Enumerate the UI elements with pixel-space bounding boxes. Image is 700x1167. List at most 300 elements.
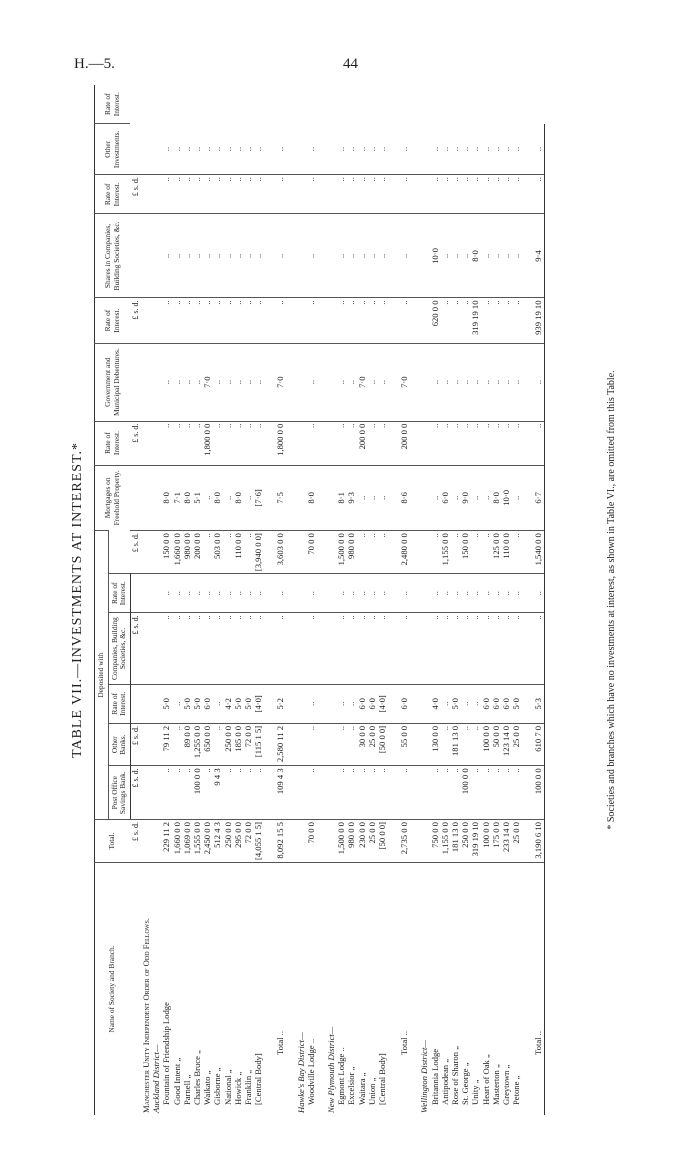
- blank-cell: [296, 124, 306, 175]
- cell-shr: ..: [367, 214, 377, 298]
- cell-cor: ..: [470, 574, 480, 613]
- district-name: Hawke's Bay District—: [296, 863, 306, 1116]
- cell-total: 512 4 3: [212, 820, 222, 863]
- blank-cell: [151, 343, 161, 421]
- blank-cell: [296, 298, 306, 343]
- total-po: ..: [397, 766, 409, 820]
- total-label: Total ..: [273, 863, 285, 1116]
- cell-po: ..: [306, 766, 316, 820]
- cell-ot: ..: [511, 175, 521, 214]
- cell-cor: ..: [223, 574, 233, 613]
- blank-cell: [286, 863, 296, 1116]
- cell-go: ..: [172, 421, 182, 465]
- blank-cell: [409, 175, 419, 214]
- blank-cell: [521, 531, 531, 574]
- header-government: Government and Municipal Debentures.: [95, 343, 131, 421]
- header-companies-rate: Rate of Interest.: [108, 574, 130, 613]
- blank-cell: [296, 574, 306, 613]
- cell-shr: ..: [182, 214, 192, 298]
- total-ot: ..: [397, 175, 409, 214]
- units-cell: £ s. d.: [130, 766, 141, 820]
- blank-cell: [316, 531, 326, 574]
- cell-otr: ..: [366, 146, 377, 152]
- cell-ob: 181 13 0: [450, 723, 460, 765]
- cell-ot: ..: [161, 175, 171, 214]
- blank-cell: [326, 613, 336, 684]
- blank-cell: [286, 574, 296, 613]
- total-mo: 1,540 0 0: [531, 531, 544, 574]
- branch-name: Petone „: [511, 863, 521, 1116]
- branch-name: Waitara „: [357, 863, 367, 1116]
- cell-mo: 110 0 0: [501, 531, 511, 574]
- cell-sh: ..: [306, 298, 316, 343]
- cell-po: ..: [182, 766, 192, 820]
- blank-cell: [263, 421, 273, 465]
- cell-cor: ..: [192, 574, 202, 613]
- blank-cell: [521, 574, 531, 613]
- cell-gor: ..: [430, 343, 440, 421]
- table-row: [182, 85, 192, 1115]
- cell-cor: ..: [440, 574, 450, 613]
- cell-ot: ..: [430, 175, 440, 214]
- cell-po: 100 0 0: [460, 766, 470, 820]
- cell-gor: 7·0: [202, 343, 212, 421]
- blank-cell: [419, 343, 429, 421]
- blank-cell: [141, 723, 151, 765]
- blank-cell: [263, 863, 273, 1116]
- header-companies: Companies, Building Societies, &c.: [108, 613, 130, 684]
- blank-cell: [326, 723, 336, 765]
- cell-co: ..: [346, 613, 356, 684]
- blank-cell: [141, 465, 151, 531]
- blank-cell: [141, 684, 151, 723]
- cell-gor: ..: [460, 343, 470, 421]
- district-name: New Plymouth District—: [326, 863, 336, 1116]
- blank-cell: [296, 723, 306, 765]
- cell-otr: ..: [501, 146, 512, 152]
- cell-go: ..: [182, 421, 192, 465]
- branch-name: Franklin „: [243, 863, 253, 1116]
- cell-ot: ..: [491, 175, 501, 214]
- cell-mo: [3,940 0 0]: [253, 531, 263, 574]
- cell-mor: ..: [450, 465, 460, 531]
- cell-mor: ..: [367, 465, 377, 531]
- cell-co: ..: [233, 613, 243, 684]
- table-row: [306, 85, 316, 1115]
- cell-otr: ..: [181, 146, 192, 152]
- spacer-row: [263, 85, 273, 1115]
- blank-cell: [521, 766, 531, 820]
- total-sh: ..: [397, 298, 409, 343]
- total-otr: ..: [531, 124, 544, 175]
- cell-ot: ..: [470, 175, 480, 214]
- cell-sh: 620 0 0: [430, 298, 440, 343]
- cell-ob: ..: [346, 723, 356, 765]
- cell-otr: ..: [450, 146, 461, 152]
- cell-sh: ..: [243, 298, 253, 343]
- blank-cell: [286, 298, 296, 343]
- blank-cell: [151, 766, 161, 820]
- blank-cell: [326, 574, 336, 613]
- total-row: [397, 85, 409, 1115]
- cell-mo: ..: [377, 531, 387, 574]
- district-name: Wellington District—: [419, 863, 429, 1116]
- blank-cell: [141, 766, 151, 820]
- cell-ob: 250 0 0: [223, 723, 233, 765]
- cell-shr: ..: [212, 214, 222, 298]
- cell-ob: 79 11 2: [161, 723, 171, 765]
- cell-cor: ..: [491, 574, 501, 613]
- units-cell: [130, 465, 141, 531]
- blank-cell: [286, 723, 296, 765]
- cell-co: ..: [440, 613, 450, 684]
- blank-cell: [409, 613, 419, 684]
- table-row: [192, 85, 202, 1115]
- cell-total: 250 0 0: [223, 820, 233, 863]
- cell-obr: ..: [212, 684, 222, 723]
- blank-cell: [141, 298, 151, 343]
- units-cell: [130, 124, 141, 175]
- cell-shr: ..: [501, 214, 511, 298]
- blank-cell: [316, 298, 326, 343]
- cell-co: ..: [357, 613, 367, 684]
- page-reference: H.—5.: [74, 56, 115, 72]
- blank-cell: [387, 574, 397, 613]
- blank-cell: [521, 214, 531, 298]
- blank-cell: [316, 723, 326, 765]
- cell-obr: ..: [336, 684, 346, 723]
- table-row: [511, 85, 521, 1115]
- cell-total: [50 0 0]: [377, 820, 387, 863]
- header-shares-rate: Rate of Interest.: [95, 175, 131, 214]
- cell-po: ..: [377, 766, 387, 820]
- cell-mo: ..: [511, 531, 521, 574]
- cell-ob: 130 0 0: [430, 723, 440, 765]
- cell-sh: ..: [161, 298, 171, 343]
- cell-obr: ..: [306, 684, 316, 723]
- total-ot: ..: [531, 175, 544, 214]
- blank-cell: [316, 124, 326, 175]
- cell-sh: ..: [233, 298, 243, 343]
- cell-ot: ..: [367, 175, 377, 214]
- cell-go: ..: [501, 421, 511, 465]
- blank-cell: [151, 723, 161, 765]
- district-row: [419, 85, 429, 1115]
- blank-cell: [409, 723, 419, 765]
- branch-name: Unity „: [470, 863, 480, 1116]
- cell-mo: ..: [243, 531, 253, 574]
- cell-ot: ..: [460, 175, 470, 214]
- branch-name: Woodville Lodge ..: [306, 863, 316, 1116]
- blank-cell: [387, 863, 397, 1116]
- cell-obr: 5·0: [450, 684, 460, 723]
- cell-otr: ..: [356, 146, 367, 152]
- cell-ob: ..: [460, 723, 470, 765]
- table-body: [130, 85, 544, 1115]
- table-row: [460, 85, 470, 1115]
- cell-sh: ..: [172, 298, 182, 343]
- branch-name: Antipodean „: [440, 863, 450, 1116]
- blank-cell: [409, 124, 419, 175]
- header-other-rate: Rate of Interest.: [95, 85, 131, 124]
- cell-otr: ..: [439, 146, 450, 152]
- cell-otr: ..: [212, 146, 223, 152]
- blank-cell: [326, 766, 336, 820]
- cell-cor: ..: [336, 574, 346, 613]
- total-mor: 8·6: [397, 465, 409, 531]
- cell-sh: ..: [501, 298, 511, 343]
- blank-cell: [263, 820, 273, 863]
- blank-cell: [419, 820, 429, 863]
- footnote: * Societies and branches which have no investments at interest, as shown in Table VI., are omitted from this Table.: [606, 370, 617, 830]
- cell-mo: 150 0 0: [161, 531, 171, 574]
- district-row: [326, 85, 336, 1115]
- cell-co: ..: [481, 613, 491, 684]
- society-row: [141, 85, 151, 1115]
- blank-cell: [387, 766, 397, 820]
- total-ob: 610 7 0: [531, 723, 544, 765]
- cell-otr: ..: [346, 146, 357, 152]
- total-obr: 6·0: [397, 684, 409, 723]
- cell-sh: ..: [192, 298, 202, 343]
- blank-cell: [521, 175, 531, 214]
- cell-ot: ..: [182, 175, 192, 214]
- blank-cell: [263, 684, 273, 723]
- blank-cell: [419, 465, 429, 531]
- cell-obr: 4·0: [430, 684, 440, 723]
- branch-name: Waikato „: [202, 863, 212, 1116]
- cell-co: ..: [367, 613, 377, 684]
- cell-mo: 125 0 0: [491, 531, 501, 574]
- total-shr: 9·4: [531, 214, 544, 298]
- blank-cell: [326, 175, 336, 214]
- cell-sh: ..: [460, 298, 470, 343]
- blank-cell: [316, 214, 326, 298]
- cell-co: ..: [501, 613, 511, 684]
- blank-cell: [141, 124, 151, 175]
- total-label: Total ..: [397, 863, 409, 1116]
- total-mor: 6·7: [531, 465, 544, 531]
- cell-co: ..: [161, 613, 171, 684]
- blank-cell: [296, 343, 306, 421]
- page-number: 44: [343, 56, 358, 72]
- cell-ot: ..: [243, 175, 253, 214]
- cell-cor: ..: [161, 574, 171, 613]
- cell-ot: ..: [223, 175, 233, 214]
- cell-mo: ..: [481, 531, 491, 574]
- blank-cell: [286, 531, 296, 574]
- cell-gor: ..: [172, 343, 182, 421]
- blank-cell: [286, 175, 296, 214]
- total-ob: 55 0 0: [397, 723, 409, 765]
- total-go: ..: [531, 421, 544, 465]
- cell-shr: ..: [460, 214, 470, 298]
- branch-name: Howick „: [233, 863, 243, 1116]
- cell-mor: ..: [481, 465, 491, 531]
- cell-total: 295 0 0: [233, 820, 243, 863]
- cell-shr: ..: [243, 214, 253, 298]
- cell-po: ..: [450, 766, 460, 820]
- blank-cell: [387, 531, 397, 574]
- cell-gor: ..: [243, 343, 253, 421]
- blank-cell: [296, 766, 306, 820]
- total-co: ..: [273, 613, 285, 684]
- blank-cell: [263, 574, 273, 613]
- cell-mor: ..: [377, 465, 387, 531]
- cell-ot: ..: [450, 175, 460, 214]
- header-other-banks: Other Banks.: [108, 723, 130, 765]
- cell-po: 9 4 3: [212, 766, 222, 820]
- cell-mor: 10·0: [501, 465, 511, 531]
- blank-cell: [316, 863, 326, 1116]
- cell-obr: ..: [440, 684, 450, 723]
- cell-otr: ..: [429, 146, 440, 152]
- cell-sh: ..: [223, 298, 233, 343]
- cell-mor: 9·3: [346, 465, 356, 531]
- total-gor: 7·0: [397, 343, 409, 421]
- cell-otr: ..: [161, 146, 172, 152]
- cell-go: ..: [212, 421, 222, 465]
- cell-sh: ..: [481, 298, 491, 343]
- cell-ob: 1,255 0 0: [192, 723, 202, 765]
- cell-gor: ..: [367, 343, 377, 421]
- cell-gor: ..: [470, 343, 480, 421]
- cell-otr: ..: [480, 146, 491, 152]
- cell-cor: ..: [202, 574, 212, 613]
- blank-cell: [409, 766, 419, 820]
- cell-gor: ..: [346, 343, 356, 421]
- units-spacer: [130, 863, 141, 1116]
- cell-mor: ..: [470, 465, 480, 531]
- cell-go: ..: [233, 421, 243, 465]
- blank-cell: [263, 124, 273, 175]
- cell-shr: ..: [440, 214, 450, 298]
- cell-sh: ..: [367, 298, 377, 343]
- cell-shr: ..: [306, 214, 316, 298]
- table-row: [367, 85, 377, 1115]
- total-total: 3,190 6 10: [531, 820, 544, 863]
- cell-obr: 6·0: [481, 684, 491, 723]
- cell-total: 233 14 0: [501, 820, 511, 863]
- cell-mor: 8·0: [233, 465, 243, 531]
- blank-cell: [419, 214, 429, 298]
- branch-name: Parnell „: [182, 863, 192, 1116]
- cell-po: ..: [161, 766, 171, 820]
- header-mortgages: Mortgages on Freehold Property.: [95, 465, 131, 531]
- cell-total: 1,555 0 0: [192, 820, 202, 863]
- total-cor: ..: [397, 574, 409, 613]
- cell-ob: 100 0 0: [481, 723, 491, 765]
- total-ot: ..: [273, 175, 285, 214]
- branch-name: Fountain of Friendship Lodge: [161, 863, 171, 1116]
- blank-cell: [409, 574, 419, 613]
- cell-ob: ..: [336, 723, 346, 765]
- cell-mor: [7·6]: [253, 465, 263, 531]
- cell-go: ..: [491, 421, 501, 465]
- cell-co: ..: [192, 613, 202, 684]
- cell-go: ..: [460, 421, 470, 465]
- blank-cell: [286, 465, 296, 531]
- cell-otr: ..: [243, 146, 254, 152]
- header-name: Name of Society and Branch.: [95, 863, 131, 1116]
- cell-go: ..: [440, 421, 450, 465]
- cell-shr: ..: [233, 214, 243, 298]
- blank-cell: [521, 684, 531, 723]
- blank-cell: [316, 343, 326, 421]
- cell-mo: 980 0 0: [346, 531, 356, 574]
- cell-po: ..: [336, 766, 346, 820]
- blank-cell: [387, 820, 397, 863]
- cell-sh: ..: [253, 298, 263, 343]
- blank-cell: [521, 723, 531, 765]
- cell-cor: ..: [182, 574, 192, 613]
- cell-mor: 8·0: [491, 465, 501, 531]
- cell-cor: ..: [481, 574, 491, 613]
- cell-gor: ..: [223, 343, 233, 421]
- cell-shr: ..: [481, 214, 491, 298]
- cell-po: ..: [172, 766, 182, 820]
- cell-gor: ..: [377, 343, 387, 421]
- cell-po: ..: [346, 766, 356, 820]
- blank-cell: [263, 175, 273, 214]
- blank-cell: [263, 465, 273, 531]
- cell-co: ..: [243, 613, 253, 684]
- header-government-rate: Rate of Interest.: [95, 298, 131, 343]
- cell-go: ..: [367, 421, 377, 465]
- table-caption: TABLE VII.—INVESTMENTS AT INTEREST.*: [70, 441, 85, 759]
- total-sh: 939 19 10: [531, 298, 544, 343]
- blank-cell: [286, 613, 296, 684]
- blank-cell: [286, 766, 296, 820]
- branch-name: Masterton „: [491, 863, 501, 1116]
- cell-mor: 8·0: [182, 465, 192, 531]
- cell-gor: ..: [233, 343, 243, 421]
- blank-cell: [316, 465, 326, 531]
- cell-cor: ..: [430, 574, 440, 613]
- cell-cor: ..: [450, 574, 460, 613]
- cell-shr: 10·0: [430, 214, 440, 298]
- cell-mo: 1,500 0 0: [336, 531, 346, 574]
- cell-mo: 150 0 0: [460, 531, 470, 574]
- cell-ob: ..: [470, 723, 480, 765]
- blank-cell: [263, 298, 273, 343]
- branch-name: [Central Body]: [377, 863, 387, 1116]
- cell-total: 1,069 0 0: [182, 820, 192, 863]
- table-row: [233, 85, 243, 1115]
- blank-cell: [151, 465, 161, 531]
- blank-cell: [263, 214, 273, 298]
- table-row: [377, 85, 387, 1115]
- blank-cell: [409, 298, 419, 343]
- cell-mor: 6·0: [440, 465, 450, 531]
- blank-cell: [286, 343, 296, 421]
- cell-sh: ..: [377, 298, 387, 343]
- spacer-row: [409, 85, 419, 1115]
- branch-name: Rose of Sharon „: [450, 863, 460, 1116]
- society-name: Manchester Unity Independent Order of Odd Fellows.: [141, 863, 151, 1116]
- blank-cell: [409, 465, 419, 531]
- cell-gor: ..: [161, 343, 171, 421]
- blank-cell: [387, 684, 397, 723]
- investments-table: [94, 85, 545, 1115]
- blank-cell: [419, 531, 429, 574]
- blank-cell: [316, 766, 326, 820]
- blank-cell: [521, 298, 531, 343]
- blank-cell: [419, 175, 429, 214]
- blank-cell: [286, 820, 296, 863]
- cell-ob: ..: [212, 723, 222, 765]
- cell-total: 1,660 0 0: [172, 820, 182, 863]
